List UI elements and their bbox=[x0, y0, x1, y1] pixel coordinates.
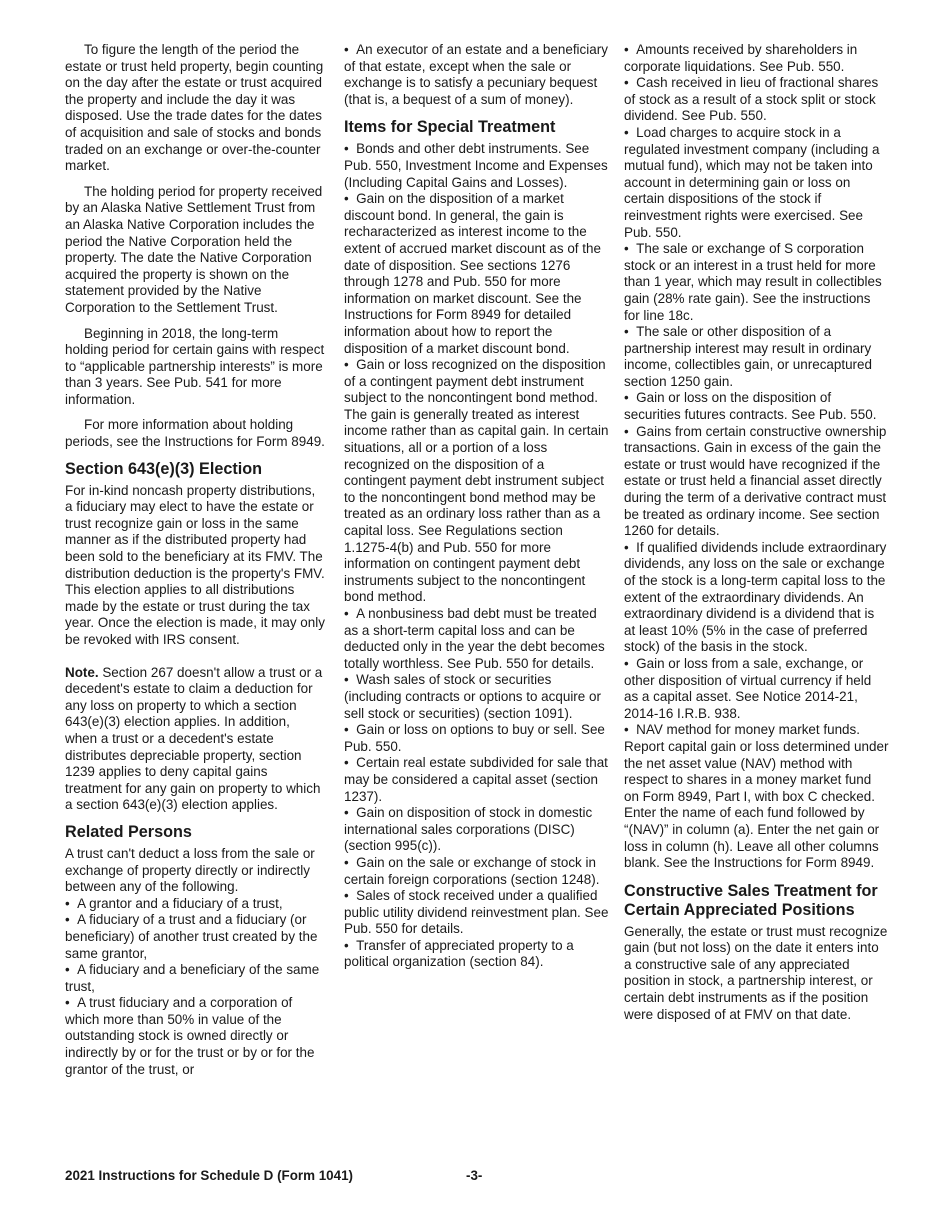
list-item: • Sales of stock received under a qualified public utility dividend reinvestment plan. See Pub. 550 for details. bbox=[344, 888, 609, 938]
column-1 bbox=[65, 42, 325, 1078]
column-3 bbox=[624, 42, 889, 1023]
list-item: • Gain or loss on the disposition of securities futures contracts. See Pub. 550. bbox=[624, 390, 889, 423]
list-item: • Gain or loss from a sale, exchange, or other disposition of virtual currency if held as a capital asset. See Notice 2014-21, 2014-16 I.R.B. 938. bbox=[624, 656, 889, 722]
list-item: • Amounts received by shareholders in corporate liquidations. See Pub. 550. bbox=[624, 42, 889, 75]
list-item: • Wash sales of stock or securities (including contracts or options to acquire or sell stock or securities) (section 1091). bbox=[344, 672, 609, 722]
list-item: • Load charges to acquire stock in a regulated investment company (including a mutual fund), which may not be taken into account in determining gain or loss on certain dispositions of the stock if reinvestment rights were exercised. See Pub. 550. bbox=[624, 125, 889, 241]
list-item: • Certain real estate subdivided for sale that may be considered a capital asset (section 1237). bbox=[344, 755, 609, 805]
list-item: • Gain or loss on options to buy or sell. See Pub. 550. bbox=[344, 722, 609, 755]
list-item: • Cash received in lieu of fractional shares of stock as a result of a stock split or stock dividend. See Pub. 550. bbox=[624, 75, 889, 125]
related-persons-paragraph: A trust can't deduct a loss from the sale or exchange of property directly or indirectly between any of the following. bbox=[65, 845, 315, 895]
alaska-native-paragraph: The holding period for property received by an Alaska Native Settlement Trust from an Alaska Native Corporation includes the period the Native Corporation held the property. The date the Native Corporation acquired the property is shown on the statement provided by the Native Corporation to the Settlement Trust. bbox=[65, 183, 323, 315]
list-item: • Gain on the disposition of a market discount bond. In general, the gain is recharacterized as interest income to the extent of accrued market discount as of the date of disposition. See sections 1276 through 1278 and Pub. 550 for more information on market discount. See the Instructions for Form 8949 for detailed information about how to report the disposition of a market discount bond. bbox=[344, 191, 609, 357]
list-item: • If qualified dividends include extraordinary dividends, any loss on the sale or exchange of the stock is a long-term capital loss to the extent of the extraordinary dividends. An extraordinary dividend is a dividend that is at least 10% (5% in the case of preferred stock) of the basis in the stock. bbox=[624, 540, 889, 656]
constructive-sales-heading: Constructive Sales Treatment for Certain Appreciated Positions bbox=[624, 881, 878, 919]
column-2 bbox=[344, 42, 609, 971]
page-number: -3- bbox=[466, 1168, 483, 1183]
list-item: • Transfer of appreciated property to a political organization (section 84). bbox=[344, 938, 609, 971]
more-info-paragraph: For more information about holding periods, see the Instructions for Form 8949. bbox=[65, 417, 325, 450]
note-text: Section 267 doesn't allow a trust or a decedent's estate to claim a deduction for any loss on property to which a section 643(e)(3) election applies. In addition, when a trust or a decedent's estate distributes depreciable property, section 1239 applies to deny capital gains treatment for any gain on property to which a section 643(e)(3) election applies. bbox=[65, 664, 323, 813]
list-item: • Bonds and other debt instruments. See Pub. 550, Investment Income and Expenses (Including Capital Gains and Losses). bbox=[344, 141, 609, 191]
list-item: • An executor of an estate and a beneficiary of that estate, except when the sale or exchange is to satisfy a pecuniary bequest (that is, a bequest of a sum of money). bbox=[344, 42, 609, 108]
list-item: • A grantor and a fiduciary of a trust, bbox=[65, 896, 325, 913]
holding-period-paragraph: To figure the length of the period the estate or trust held property, begin counting on the day after the estate or trust acquired the property and include the day it was disposed. Use the trade dates for the dates of acquisition and sale of stocks and bonds traded on an exchange or over-the-counter market. bbox=[65, 42, 324, 174]
special-treatment-heading: Items for Special Treatment bbox=[344, 118, 556, 137]
list-item: • A fiduciary and a beneficiary of the same trust, bbox=[65, 962, 325, 995]
related-persons-heading: Related Persons bbox=[65, 822, 192, 841]
section-643-paragraph: For in-kind noncash property distributions, a fiduciary may elect to have the estate or trust recognize gain or loss in the same manner as if the distributed property had been sold to the beneficiary at its FMV. The distribution deduction is the property's FMV. This election applies to all distributions made by the estate or trust during the tax year. Once the election is made, it may only be revoked with IRS consent. bbox=[65, 482, 325, 647]
note-paragraph bbox=[65, 665, 325, 814]
list-item: • Gain or loss recognized on the disposition of a contingent payment debt instrument subject to the noncontingent bond method. The gain is generally treated as interest income rather than as capital gain. In certain situations, all or a portion of a loss recognized on the disposition of a contingent payment debt instrument subject to the noncontingent bond method may be treated as an ordinary loss rather than as a capital loss. See Regulations section 1.1275-4(b) and Pub. 550 for more information on contingent payment debt instruments subject to the noncontingent bond method. bbox=[344, 357, 609, 606]
list-item: • Gains from certain constructive ownership transactions. Gain in excess of the gain the estate or trust would have recognized if the estate or trust held a financial asset directly during the term of a derivative contract must be treated as ordinary income. See section 1260 for details. bbox=[624, 424, 889, 540]
list-item: • NAV method for money market funds. Report capital gain or loss determined under the net asset value (NAV) method with respect to shares in a money market fund on Form 8949, Part I, with box C checked. Enter the name of each fund followed by “(NAV)” in column (a). Enter the net gain or loss in column (h). Leave all other columns blank. See the Instructions for Form 8949. bbox=[624, 722, 889, 871]
footer-title: 2021 Instructions for Schedule D (Form 1041) bbox=[65, 1168, 353, 1183]
constructive-sales-paragraph: Generally, the estate or trust must recognize gain (but not loss) on the date it enters into a constructive sale of any appreciated position in stock, a partnership interest, or certain debt instruments as if the position were disposed of at FMV on that date. bbox=[624, 923, 888, 1022]
list-item: • A trust fiduciary and a corporation of which more than 50% in value of the outstanding stock is owned directly or indirectly by or for the trust or by or for the grantor of the trust, or bbox=[65, 995, 325, 1078]
list-item: • Gain on disposition of stock in domestic international sales corporations (DISC) (section 995(c)). bbox=[344, 805, 609, 855]
list-item: • The sale or other disposition of a partnership interest may result in ordinary income, collectibles gain, or unrecaptured section 1250 gain. bbox=[624, 324, 889, 390]
section-643-heading: Section 643(e)(3) Election bbox=[65, 459, 263, 478]
list-item: • The sale or exchange of S corporation stock or an interest in a trust held for more than 1 year, which may result in collectibles gain (28% rate gain). See the instructions for line 18c. bbox=[624, 241, 889, 324]
list-item: • A nonbusiness bad debt must be treated as a short-term capital loss and can be deducted only in the year the debt becomes totally worthless. See Pub. 550 for details. bbox=[344, 606, 609, 672]
partnership-interests-paragraph: Beginning in 2018, the long-term holding period for certain gains with respect to “applicable partnership interests” is more than 3 years. See Pub. 541 for more information. bbox=[65, 325, 325, 407]
list-item: • A fiduciary of a trust and a fiduciary (or beneficiary) of another trust created by the same grantor, bbox=[65, 912, 325, 962]
note-label: Note. bbox=[65, 664, 99, 680]
list-item: • Gain on the sale or exchange of stock in certain foreign corporations (section 1248). bbox=[344, 855, 609, 888]
